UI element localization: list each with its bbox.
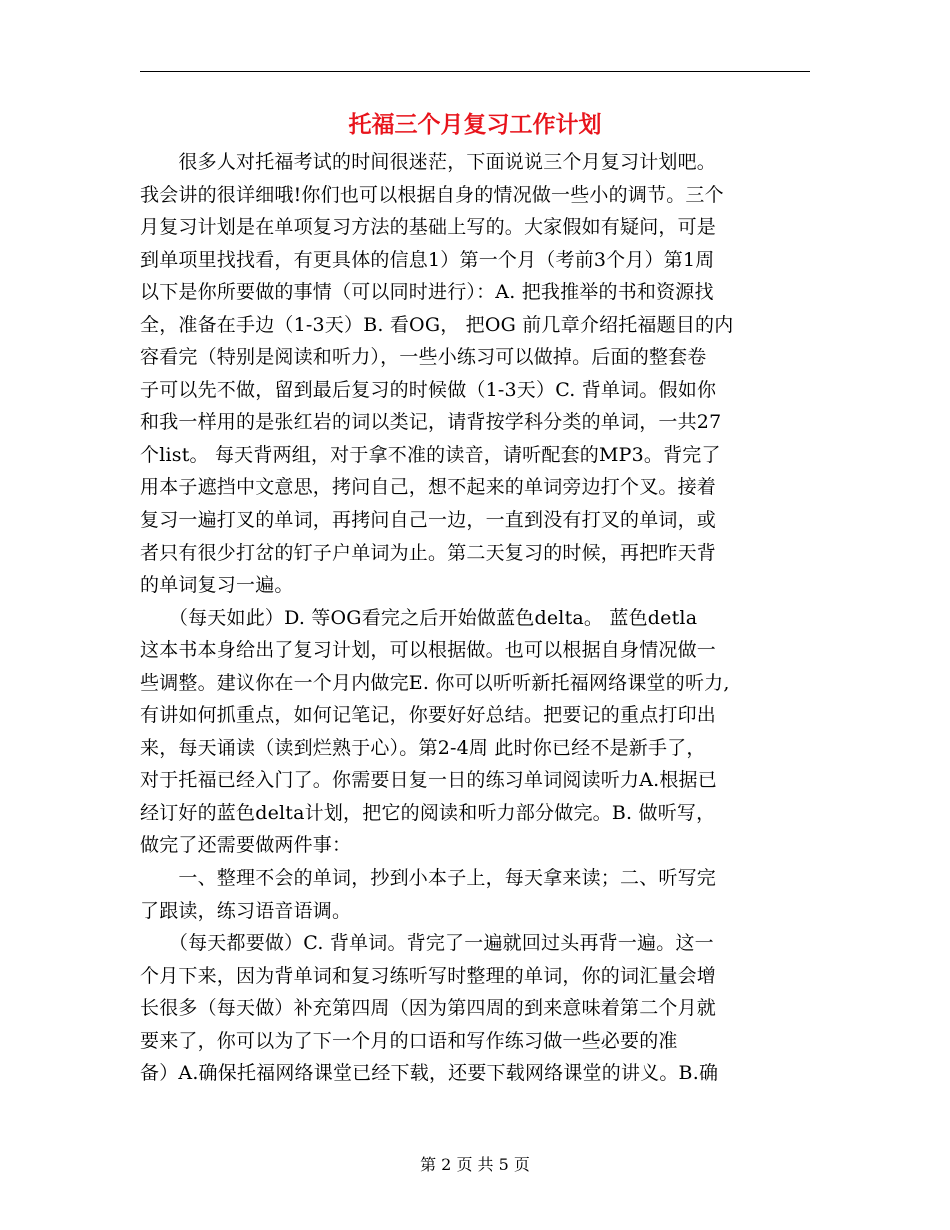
document-title: 托福三个月复习工作计划 bbox=[348, 111, 602, 138]
body-line: 月复习计划是在单项复习方法的基础上写的。大家假如有疑问，可是 bbox=[140, 216, 717, 239]
body-line: 来，每天诵读（读到烂熟于心）。第2-4周 此时你已经不是新手了， bbox=[140, 736, 706, 759]
body-line: 些调整。建议你在一个月内做完E. 你可以听听新托福网络课堂的听力, bbox=[140, 671, 730, 694]
body-line: 要来了，你可以为了下一个月的口语和写作练习做一些必要的准 bbox=[140, 1029, 678, 1052]
body-line: 者只有很少打岔的钉子户单词为止。第二天复习的时候，再把昨天背 bbox=[140, 541, 717, 564]
body-line: 的单词复习一遍。 bbox=[140, 574, 294, 597]
body-line: 对于托福已经入门了。你需要日复一日的练习单词阅读听力A.根据已 bbox=[140, 769, 717, 792]
body-line: （每天如此）D. 等OG看完之后开始做蓝色delta。 蓝色detla bbox=[140, 606, 698, 629]
body-line: 个月下来，因为背单词和复习练听写时整理的单词，你的词汇量会增 bbox=[140, 964, 717, 987]
body-line: 备）A.确保托福网络课堂已经下载，还要下载网络课堂的讲义。B.确 bbox=[140, 1062, 719, 1085]
body-line: 全，准备在手边（1-3天）B. 看OG， 把OG 前几章介绍托福题目的内 bbox=[140, 313, 734, 336]
body-line: 到单项里找找看，有更具体的信息1）第一个月（考前3个月）第1周 bbox=[140, 248, 715, 271]
body-line: 一、整理不会的单词，抄到小本子上，每天拿来读；二、听写完 bbox=[140, 867, 717, 890]
body-line: 很多人对托福考试的时间很迷茫，下面说说三个月复习计划吧。 bbox=[140, 151, 717, 173]
body-line: 子可以先不做，留到最后复习的时候做（1-3天）C. 背单词。假如你 bbox=[140, 378, 717, 401]
body-line: 个list。 每天背两组，对于拿不准的读音，请听配套的MP3。背完了 bbox=[140, 443, 721, 466]
page-footer: 第 2 页 共 5 页 bbox=[420, 1155, 530, 1174]
body-line: 了跟读，练习语音语调。 bbox=[140, 899, 352, 922]
document-body bbox=[140, 146, 820, 1090]
body-line: 经订好的蓝色delta计划，把它的阅读和听力部分做完。B. 做听写， bbox=[140, 801, 716, 824]
header-rule bbox=[140, 71, 810, 72]
body-line: 容看完（特别是阅读和听力），一些小练习可以做掉。后面的整套卷 bbox=[140, 346, 707, 369]
body-line: 这本书本身给出了复习计划，可以根据做。也可以根据自身情况做一 bbox=[140, 639, 717, 662]
body-line: 用本子遮挡中文意思，拷问自己，想不起来的单词旁边打个叉。接着 bbox=[140, 476, 717, 499]
body-line: 有讲如何抓重点，如何记笔记，你要好好总结。把要记的重点打印出 bbox=[140, 704, 717, 727]
body-line: （每天都要做）C. 背单词。背完了一遍就回过头再背一遍。这一 bbox=[140, 932, 714, 955]
body-line: 长很多（每天做）补充第四周（因为第四周的到来意味着第二个月就 bbox=[140, 997, 717, 1020]
body-line: 以下是你所要做的事情（可以同时进行）：A. 把我推举的书和资源找 bbox=[140, 281, 714, 304]
body-line: 做完了还需要做两件事： bbox=[140, 834, 352, 857]
body-line: 我会讲的很详细哦!你们也可以根据自身的情况做一些小的调节。三个 bbox=[140, 183, 724, 206]
body-line: 复习一遍打叉的单词，再拷问自己一边，一直到没有打叉的单词，或 bbox=[140, 509, 717, 532]
body-line: 和我一样用的是张红岩的词以类记，请背按学科分类的单词，一共27 bbox=[140, 411, 722, 434]
